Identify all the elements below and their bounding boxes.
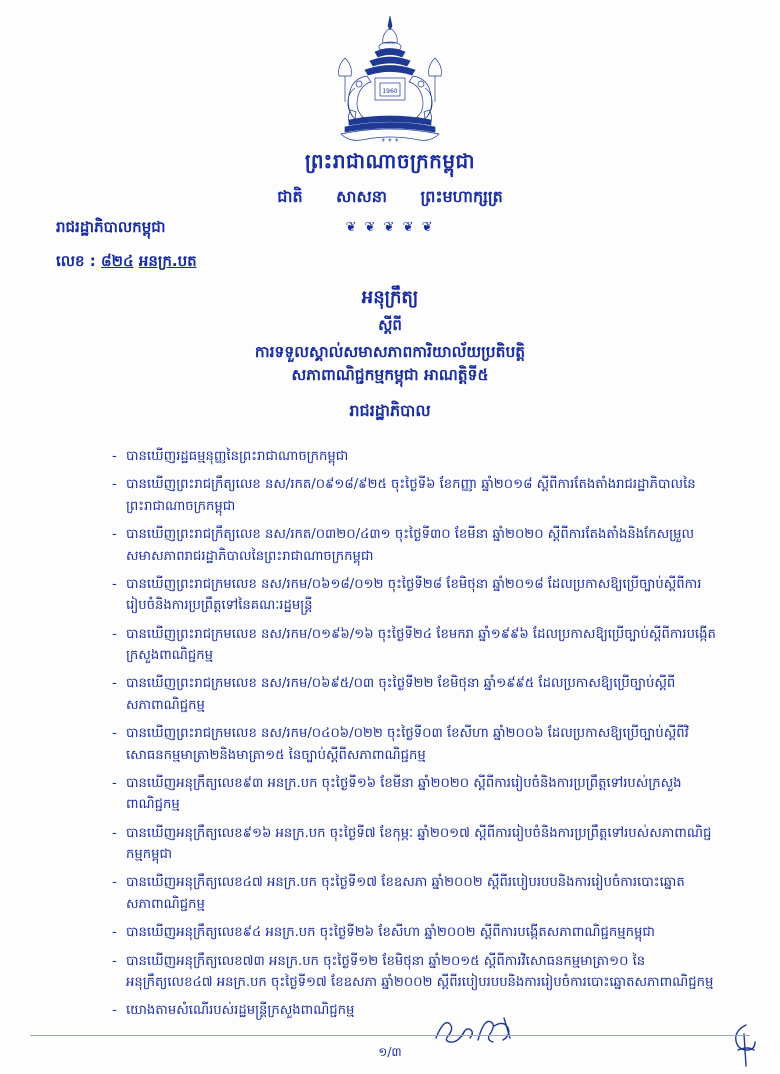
list-item xyxy=(112,922,718,943)
list-item xyxy=(112,823,718,866)
bullet-dash: - xyxy=(112,477,117,493)
decree-subject-line-1: ការទទួលស្គាល់សមាសភាពការិយាល័យប្រតិបត្តិ xyxy=(254,343,526,361)
page-number: ១/៣ xyxy=(378,1045,402,1059)
list-item xyxy=(112,574,718,617)
bullet-dash: - xyxy=(112,576,117,592)
bullet-dash: - xyxy=(112,953,117,969)
kingdom-title: ព្រះរាជាណាចក្រកម្ពុជា xyxy=(304,149,476,173)
emblem-container xyxy=(0,14,780,146)
issuing-authority: រាជរដ្ឋាភិបាល xyxy=(349,400,431,420)
bullet-dash: - xyxy=(112,1003,117,1019)
bullet-dash: - xyxy=(112,875,117,891)
clause-text: បានឃើញអនុក្រឹត្យលេខ៩៣ អនក្រ.បក ចុះថ្ងៃទី១៦ ខែមីនា ឆ្នាំ២០២០ ស្តីពីការរៀបចំនិងការប្រព្រឹត្តទៅរបស់ក្រសួងពាណិជ្ជកម្ម xyxy=(126,775,682,813)
list-item xyxy=(112,1000,718,1021)
footer-divider xyxy=(30,1035,750,1036)
document-number xyxy=(56,252,197,274)
list-item xyxy=(112,872,718,915)
clause-list xyxy=(112,446,718,1029)
decree-subject-line-2: សភាពាណិជ្ជកម្មកម្ពុជា អាណត្តិទី៥ xyxy=(291,366,489,385)
clause-text: បានឃើញអនុក្រឹត្យលេខ៩១៦ អនក្រ.បក ចុះថ្ងៃទី៧ ខែកុម្ភៈ ឆ្នាំ២០១៧ ស្តីពីការរៀបចំនិងការប្រព្រឹត្តទៅរបស់សភាពាណិជ្ជកម្មកម្ពុជា xyxy=(126,825,712,862)
list-item xyxy=(112,524,718,567)
list-item xyxy=(112,723,718,766)
bullet-dash: - xyxy=(112,825,117,841)
document-number-suffix: អនក្រ.បត xyxy=(138,252,197,270)
government-name: រាជរដ្ឋាភិបាលកម្ពុជា xyxy=(56,218,166,236)
clause-text: បានឃើញអនុក្រឹត្យលេខ៧៣ អនក្រ.បក ចុះថ្ងៃទី១២ ខែមិថុនា ឆ្នាំ២០១៥ ស្តីពីការវិសោធនកម្មមាត្រា១០ នៃអនុក្រឹត្យលេខ៤៧ អនក្រ.បក ចុះថ្ងៃទី១៧ ខែឧសភា ឆ្នាំ២០០២ ស្តីពីរបៀបរបបនិងការរៀបចំការបោះឆ្នោតសភាពាណិជ្ជកម្ម xyxy=(126,953,714,990)
list-item xyxy=(112,474,718,517)
document-number-value: ៨២៤ xyxy=(101,252,134,270)
clause-text: បានឃើញព្រះរាជក្រឹត្យលេខ នស/រកត/០៣២០/៤៣១ ចុះថ្ងៃទី៣០ ខែមីនា ឆ្នាំ២០២០ ស្តីពីការតែងតាំងនិងកែសម្រួលសមាសភាពរាជរដ្ឋាភិបាលនៃព្រះរាជាណាចក្រកម្ពុជា xyxy=(126,527,695,564)
list-item xyxy=(112,673,718,716)
bullet-dash: - xyxy=(112,775,117,791)
ornament-divider: ❦ ❦ ❦ ❦ ❦ xyxy=(345,220,435,235)
clause-text: បានឃើញព្រះរាជក្រមលេខ នស/រកម/០១៩៦/១៦ ចុះថ្ងៃទី២៤ ខែមករា ឆ្នាំ១៩៩៦ ដែលប្រកាសឱ្យប្រើច្បាប់ស្តីពីការបង្កើតក្រសួងពាណិជ្ជកម្ម xyxy=(126,626,716,663)
clause-text: យោងតាមសំណើរបស់រដ្ឋមន្ត្រីក្រសួងពាណិជ្ជកម្ម xyxy=(126,1003,355,1019)
motto-word-king: ព្រះមហាក្សត្រ xyxy=(420,187,503,206)
decree-subject-label: ស្តីពី xyxy=(378,316,402,334)
national-motto xyxy=(0,186,780,210)
svg-text:⚜ ⚜ ⚜: ⚜ ⚜ ⚜ xyxy=(380,138,400,144)
list-item xyxy=(112,624,718,667)
clause-text: បានឃើញព្រះរាជក្រឹត្យលេខ នស/រកត/០៩១៨/៩២៥ ចុះថ្ងៃទី៦ ខែកញ្ញា ឆ្នាំ២០១៨ ស្តីពីការតែងតាំងរាជរដ្ឋាភិបាលនៃព្រះរាជាណាចក្រកម្ពុជា xyxy=(126,477,696,514)
document-number-label: លេខ : xyxy=(56,252,96,270)
clause-text: បានឃើញព្រះរាជក្រមលេខ នស/រកម/០៦១៨/០១២ ចុះថ្ងៃទី២៨ ខែមិថុនា ឆ្នាំ២០១៨ ដែលប្រកាសឱ្យប្រើច្បាប់ស្តីពីការរៀបចំនិងការប្រព្រឹត្តទៅនៃគណៈរដ្ឋមន្ត្រី xyxy=(126,576,702,614)
motto-word-religion: សាសនា xyxy=(336,187,387,206)
list-item xyxy=(112,773,718,816)
clause-text: បានឃើញអនុក្រឹត្យលេខ៩៤ អនក្រ.បក ចុះថ្ងៃទី២៦ ខែសីហា ឆ្នាំ២០០២ ស្តីពីការបង្កើតសភាពាណិជ្ជកម្មកម្ពុជា xyxy=(126,925,655,941)
svg-text:1960: 1960 xyxy=(382,88,398,95)
bullet-dash: - xyxy=(112,925,117,941)
bullet-dash: - xyxy=(112,676,117,692)
motto-word-nation: ជាតិ xyxy=(277,187,303,206)
decree-title: អនុក្រឹត្យ xyxy=(361,287,419,308)
clause-text: បានឃើញរដ្ឋធម្មនុញ្ញនៃព្រះរាជាណាចក្រកម្ពុជា xyxy=(126,449,349,464)
clause-text: បានឃើញព្រះរាជក្រមលេខ នស/រកម/០៦៩៥/០៣ ចុះថ្ងៃទី២២ ខែមិថុនា ឆ្នាំ១៩៩៥ ដែលប្រកាសឱ្យប្រើច្បាប់ស្តីពីសភាពាណិជ្ជកម្ម xyxy=(126,676,676,713)
clause-text: បានឃើញអនុក្រឹត្យលេខ៤៧ អនក្រ.បក ចុះថ្ងៃទី១៧ ខែឧសភា ឆ្នាំ២០០២ ស្តីពីរបៀបរបបនិងការរៀបចំការបោះឆ្នោតសភាពាណិជ្ជកម្ម xyxy=(126,875,685,912)
bullet-dash: - xyxy=(112,726,117,742)
bullet-dash: - xyxy=(112,527,117,543)
list-item xyxy=(112,951,718,994)
bullet-dash: - xyxy=(112,626,117,642)
clause-text: បានឃើញព្រះរាជក្រមលេខ នស/រកម/០៤០៦/០២២ ចុះថ្ងៃទី០៣ ខែសីហា ឆ្នាំ២០០៦ ដែលប្រកាសឱ្យប្រើច្បាប់ស្តីពីវិសោធនកម្មមាត្រា២និងមាត្រា១៥ នៃច្បាប់ស្តីពីសភាពាណិជ្ជកម្ម xyxy=(126,726,689,763)
title-block xyxy=(0,285,780,424)
bullet-dash: - xyxy=(112,449,117,464)
signature-mark-inline xyxy=(432,1012,542,1046)
list-item xyxy=(112,446,718,467)
cambodia-royal-emblem-icon xyxy=(315,14,465,146)
